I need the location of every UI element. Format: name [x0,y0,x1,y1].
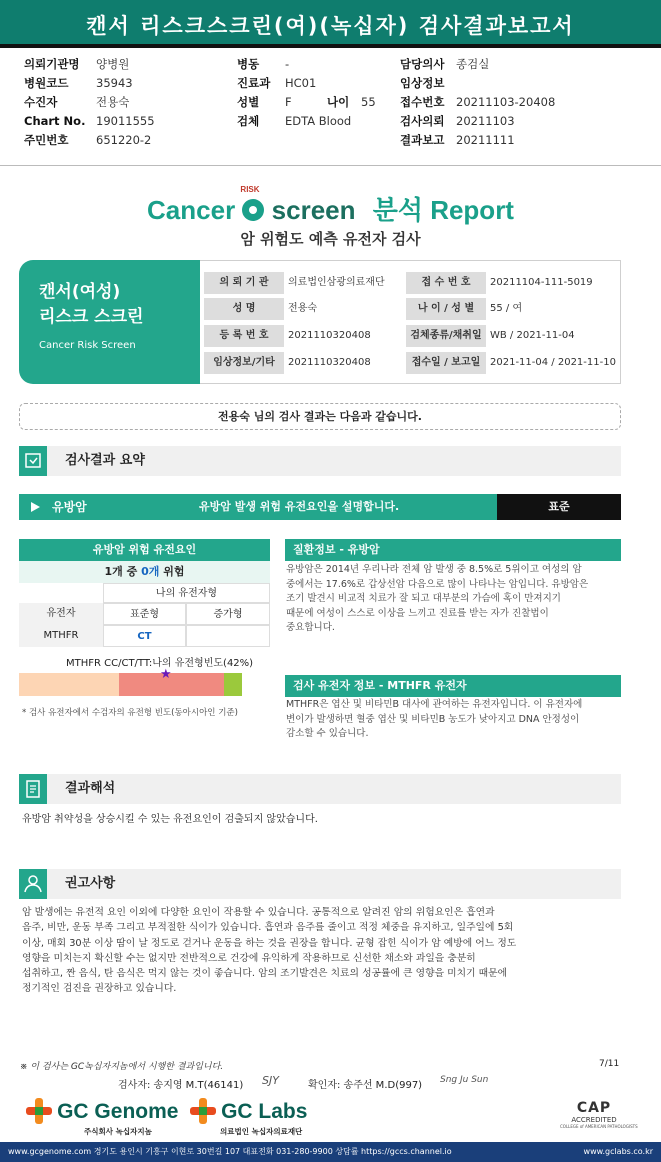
gene-info-text: MTHFR은 엽산 및 비타민B 대사에 관여하는 유전자입니다. 이 유전자에 변이가 발생하면 혈중 엽산 및 비타민B 농도가 낮아지고 DNA 안정성이 감소할 수 있습니다. [286,699,583,739]
footer-bar: www.gcgenome.com 경기도 용인시 기흥구 이현로 30번길 107 대표전화 031-280-9900 상담률 https://gccs.channel.io www.gclabs.co.kr [0,1142,661,1162]
examiner: 검사자: 송지영 M.T(46141) [118,1080,244,1091]
genotype-frequency-bar [19,667,270,696]
header-col2: 병동 - 진료과 HC01 성별 F 나이 55 검체 EDTA Blood [237,57,376,128]
examiner-signature: SJY [262,1074,279,1087]
recommendation-text: 암 발생에는 유전적 요인 이외에 다양한 요인이 작용할 수 있습니다. 공통적으로 알려진 암의 위험요인은 흡연과 음주, 비만, 운동 부족 그리고 부적절한 식이가 있습니다. 흡연과 음주를 줄이고 적정 체중을 유지하고, 일주일에 5회 이상, 매회 30분 이상 땀이 날 정도로 걷거나 운동을 하는 것을 권장을 합니다. 균형 잡힌 식이가 암 예방에 어느 정도 영향을 미치는지 확신할 수는 없지만 전반적으로 건강에 유익하게 작용하므로 신선한 채소와 과일을 충분히 섭취하고, 짠 음식, 탄 음식은 먹지 않는 것이 좋습니다. 암의 조기발견은 치료의 성공률에 큰 영향을 미치기 때문에 정기적인 검진을 권장하고 있습니다. [22,907,517,995]
gene-info-title: 검사 유전자 정보 - MTHFR 유전자 [285,675,621,697]
play-icon [31,502,40,512]
freq-note: * 검사 유전자에서 수검자의 유전형 빈도(동아시아인 기준) [22,708,238,718]
risk-gene-table: 유방암 위험 유전요인 1개 중 0개 위험 나의 유전자형 유전자 표준형 증가형 MTHFR CT [19,539,270,647]
cap-accredited-logo: CAP ACCREDITED COLLEGE of AMERICAN PATHOLOGISTS [560,1100,638,1129]
recommendation-header: 권고사항 [19,869,621,899]
gc-genome-logo: GC Genome 주식회사 녹십자지놈 [26,1098,178,1124]
disease-info-text: 유방암은 2014년 우리나라 전체 암 발생 중 8.5%로 5위이고 여성의 암 중에서는 17.6%로 갑상선암 다음으로 많이 나타나는 암입니다. 유방암은 조기 발견시 비교적 치료가 잘 되고 대부분의 가슴에 혹이 만져지기 때문에 여성이 스스로 이상을 느끼고 진료를 받는 자가 진찰법이 중요합니다. [286,564,589,633]
gc-cross-icon [26,1098,52,1124]
header-divider [0,165,661,166]
document-icon [19,774,47,804]
interpretation-text: 유방암 취약성을 상승시킬 수 있는 유전요인이 검출되지 않았습니다. [22,814,318,825]
product-card: 캔서(여성) 리스크 스크린 Cancer Risk Screen [19,260,200,384]
disease-info-title: 질환정보 - 유방암 [285,539,621,561]
page-number: 7/11 [599,1059,620,1069]
freq-label: MTHFR CC/CT/TT:나의 유전형빈도(42%) [66,658,254,669]
cancer-risk-screen-logo: Cancer RISK screen 분석 Report [147,185,514,225]
patient-info-table: 의 뢰 기 관 의료법인삼광의료재단 접 수 번 호 20211104-111-5019 성 명 전용숙 나 이 / 성 별 55 / 여 등 록 번 호 2021110320408 검체종류/채취일 WB / 2021-11-04 임상정보/기타 2021110320408 접수일 / 보고일 2021-11-04 / 2021-11-10 [200,260,621,384]
cancer-summary-row: 유방암 유방암 발생 위험 유전요인을 설명합니다. 표준 [19,494,621,520]
header-col3: 담당의사 종검실 임상정보 접수번호 20211103-20408 검사의뢰 20211103 결과보고 20211111 [400,57,556,147]
my-genotype-star-icon: ★ [160,667,172,682]
confirmer-signature: Sng Ju Sun [440,1075,489,1085]
summary-icon [19,446,47,476]
result-badge: 표준 [497,494,621,520]
gc-labs-logo: GC Labs 의료법인 녹십자의료재단 [190,1098,307,1124]
freq-segment [19,673,119,696]
subtitle: 암 위험도 예측 유전자 검사 [240,230,421,248]
gc-cross-icon [190,1098,216,1124]
freq-segment [224,673,242,696]
report-title: 캔서 리스크스크린(여)(녹십자) 검사결과보고서 [0,0,661,48]
interpretation-header: 결과해석 [19,774,621,804]
greeting: 전용숙 님의 검사 결과는 다음과 같습니다. [19,403,621,430]
header-col1: 의뢰기관명 양병원 병원코드 35943 수진자 전용숙 Chart No. 19011555 주민번호 651220-2 [24,57,155,147]
footer-note: ※ 이 검사는 GC녹십자지놈에서 시행한 결과입니다. [20,1062,224,1072]
confirmer: 확인자: 송주선 M.D(997) [308,1080,423,1091]
summary-header: 검사결과 요약 [19,446,621,476]
doctor-icon [19,869,47,899]
